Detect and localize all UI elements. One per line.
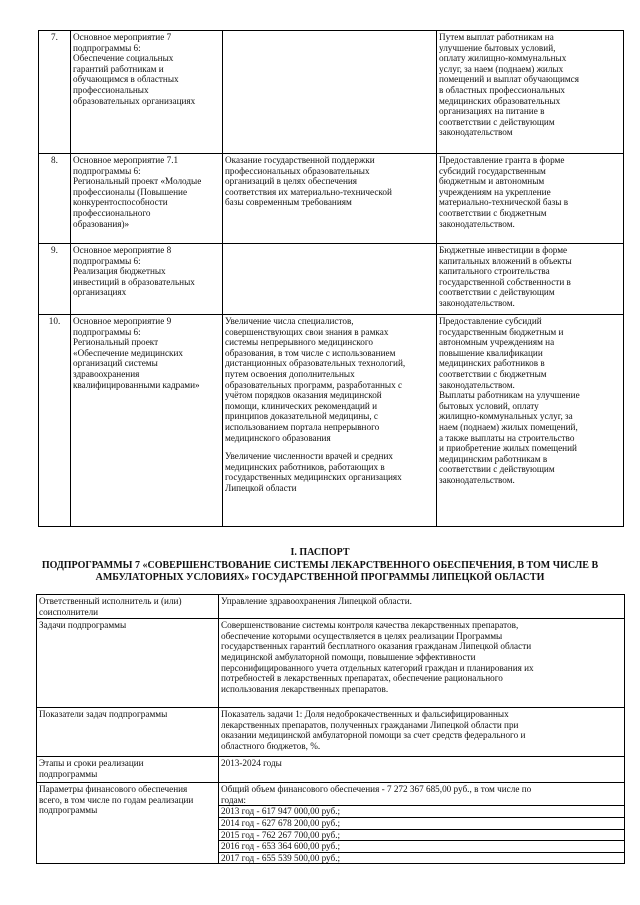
- finance-year: 2017 год - 655 539 500,00 руб.;: [221, 852, 341, 863]
- event-cell: Основное мероприятие 7 подпрограммы 6: Обеспечение социальных гарантий работникам и обучающимся в областных профессиональных образовательных организациях: [71, 31, 223, 154]
- finance-year: 2016 год - 653 364 600,00 руб.;: [219, 841, 624, 853]
- table-row: [39, 31, 624, 154]
- row-number: 8.: [39, 154, 71, 244]
- event-cell: Основное мероприятие 7.1 подпрограммы 6: Региональный проект «Молодые профессионалы (Повышение конкурентоспособности профессионального образования)»: [71, 154, 223, 244]
- event-cell: Основное мероприятие 8 подпрограммы 6: Реализация бюджетных инвестиций в образовательных организациях: [71, 244, 223, 315]
- passport-heading: [30, 547, 610, 585]
- passport-value: Совершенствование системы контроля качества лекарственных препаратов, обеспечение которыми осуществляется в целях реализации Программы государственных гарантий бесплатного оказания гражданам Липецкой области медицинской амбулаторной помощи, повышение эффективности персонифицированного учета отдельных категорий граждан и планирования их потребностей в лекарственных препаратах, обеспечение рационального использования лекарственных препаратов.: [219, 619, 625, 708]
- row-number: 10.: [39, 315, 71, 527]
- finance-intro: Общий объем финансового обеспечения - 7 272 367 685,00 руб., в том числе по годам:: [219, 784, 624, 806]
- goal-cell: [223, 31, 437, 154]
- goal-cell: [223, 244, 437, 315]
- passport-label: Показатели задач подпрограммы: [37, 708, 219, 757]
- passport-label: Ответственный исполнитель и (или) соисполнители: [37, 595, 219, 619]
- mechanism-cell: Предоставление гранта в форме субсидий государственным бюджетным и автономным учреждениям на укрепление материально-технической базы в соответствии с бюджетным законодательством.: [437, 154, 624, 244]
- goal-cell: Оказание государственной поддержки профессиональных образовательных организаций в целях обеспечения соответствия их материально-технической базы современным требованиям: [223, 154, 437, 244]
- passport-table: [36, 594, 625, 864]
- passport-subtitle: ПОДПРОГРАММЫ 7 «СОВЕРШЕНСТВОВАНИЕ СИСТЕМЫ ЛЕКАРСТВЕННОГО ОБЕСПЕЧЕНИЯ, В ТОМ ЧИСЛЕ В АМБУЛАТОРНЫХ УСЛОВИЯХ» ГОСУДАРСТВЕННОЙ ПРОГРАММЫ ЛИПЕЦКОЙ ОБЛАСТИ: [41, 559, 599, 583]
- passport-label: Параметры финансового обеспечения всего, в том числе по годам реализации подпрограммы: [37, 783, 219, 864]
- passport-row: [37, 619, 625, 708]
- passport-value: Показатель задачи 1: Доля недоброкачественных и фальсифицированных лекарственных препаратов, полученных гражданами Липецкой области при оказании медицинской амбулаторной помощи за счет средств федерального и областного бюджетов, %.: [219, 708, 625, 757]
- mechanism-cell: Бюджетные инвестиции в форме капитальных вложений в объекты капитального строительства государственной собственности в соответствии с действующим законодательством.: [437, 244, 624, 315]
- row-number: 9.: [39, 244, 71, 315]
- goal-text: Увеличение числа специалистов, совершенствующих свои знания в рамках системы непрерывного медицинского образования, в том числе с использованием дистанционных образовательных технологий, путем освоения дополнительных образовательных программ, разработанных с учётом порядков оказания медицинской помощи, клинических рекомендаций и принципов доказательной медицины, с использованием портала непрерывного медицинского образования: [225, 316, 406, 443]
- passport-label: Задачи подпрограммы: [37, 619, 219, 708]
- mechanism-cell: Предоставление субсидий государственным бюджетным и автономным учреждениям на повышение квалификации медицинских работников в соответствии с бюджетным законодательством. Выплаты работникам на улучшение бытовых условий, оплату жилищно-коммунальных услуг, за наем (поднаем) жилых помещений, а также выплаты на строительство и приобретение жилых помещений медицинским работникам в соответствии с действующим законодательством.: [437, 315, 624, 527]
- finance-year: 2015 год - 762 267 700,00 руб.;: [219, 830, 624, 842]
- row-number: 7.: [39, 31, 71, 154]
- passport-row: [37, 595, 625, 619]
- passport-row: [37, 757, 625, 783]
- passport-row: [37, 708, 625, 757]
- table-row: [39, 315, 624, 527]
- passport-title: I. ПАСПОРТ: [290, 547, 350, 558]
- passport-value: [219, 783, 625, 864]
- passport-value: Управление здравоохранения Липецкой области.: [219, 595, 625, 619]
- passport-label: Этапы и сроки реализации подпрограммы: [37, 757, 219, 783]
- finance-year: 2014 год - 627 678 200,00 руб.;: [219, 818, 624, 830]
- passport-row: [37, 783, 625, 864]
- event-cell: Основное мероприятие 9 подпрограммы 6: Региональный проект «Обеспечение медицинских организаций системы здравоохранения квалифицированными кадрами»: [71, 315, 223, 527]
- table-row: [39, 244, 624, 315]
- measures-table: [38, 30, 624, 527]
- goal-text-2: Увеличение численности врачей и средних медицинских работников, работающих в государственных медицинских организациях Липецкой области: [225, 451, 402, 493]
- finance-year: 2013 год - 617 947 000,00 руб.;: [219, 806, 624, 818]
- passport-value: 2013-2024 годы: [219, 757, 625, 783]
- table-row: [39, 154, 624, 244]
- goal-cell: [223, 315, 437, 527]
- mechanism-cell: Путем выплат работникам на улучшение бытовых условий, оплату жилищно-коммунальных услуг, за наем (поднаем) жилых помещений и выплат обучающимся в областных профессиональных медицинских образовательных организациях на питание в соответствии с действующим законодательством: [437, 31, 624, 154]
